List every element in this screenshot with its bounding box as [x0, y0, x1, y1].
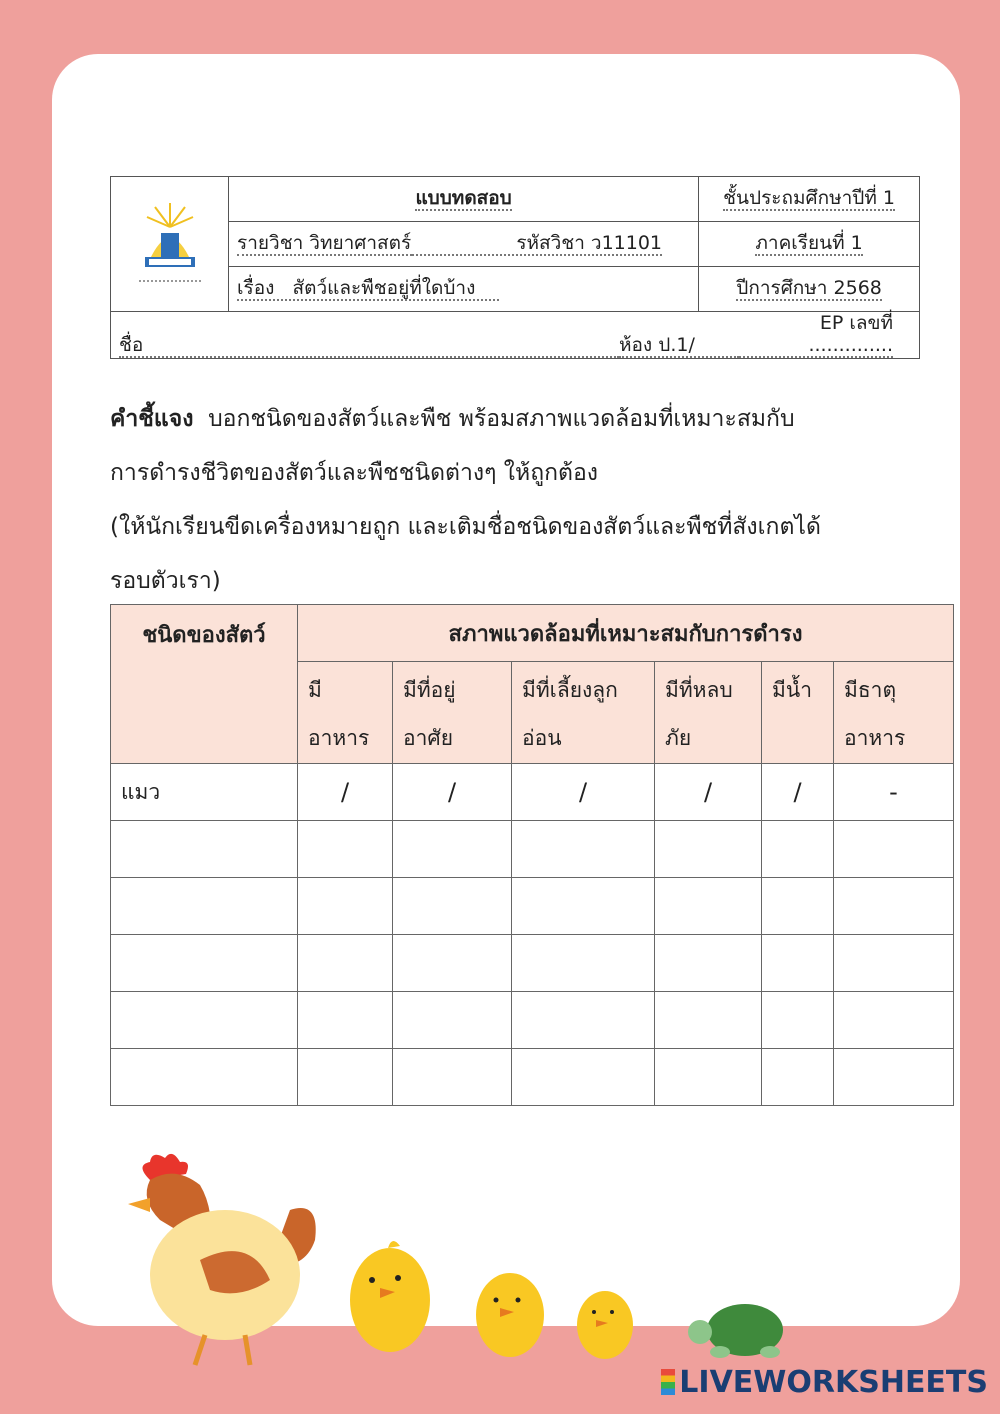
hen-icon: [128, 1154, 316, 1365]
mark-cell[interactable]: [655, 992, 762, 1049]
sub-col-water: มีน้ำ: [762, 662, 834, 764]
mark-cell[interactable]: [834, 1049, 954, 1106]
brand-mark-icon: [661, 1369, 675, 1395]
mark-cell[interactable]: [655, 878, 762, 935]
header-title: แบบทดสอบ: [229, 177, 699, 222]
animal-input-cell[interactable]: [111, 935, 298, 992]
table-row: [111, 935, 954, 992]
animal-input-cell[interactable]: [111, 992, 298, 1049]
animal-input-cell[interactable]: [111, 821, 298, 878]
number-field: EP เลขที่ ..............: [739, 312, 893, 358]
mark-cell[interactable]: [762, 878, 834, 935]
mark-cell[interactable]: [655, 1049, 762, 1106]
sub-col-nursery: มีที่เลี้ยงลูก อ่อน: [512, 662, 655, 764]
liveworksheets-logo[interactable]: LIVEWORKSHEETS: [661, 1365, 988, 1400]
mark-cell[interactable]: [762, 935, 834, 992]
header-subject: รายวิชา วิทยาศาสตร์ รหัสวิชา ว11101: [229, 222, 699, 267]
room-field: ห้อง ป.1/: [619, 334, 739, 358]
table-row: [111, 764, 954, 821]
sub-col-food: มี อาหาร: [298, 662, 393, 764]
mark-cell[interactable]: [298, 1049, 393, 1106]
sub-col-refuge: มีที่หลบ ภัย: [655, 662, 762, 764]
turtle-icon: [688, 1304, 783, 1358]
header-topic: เรื่อง สัตว์และพืชอยู่ที่ใดบ้าง: [229, 267, 699, 312]
mark-cell[interactable]: [298, 878, 393, 935]
mark-cell[interactable]: [834, 935, 954, 992]
chick-large-icon: [350, 1241, 430, 1352]
animal-input-cell[interactable]: [111, 878, 298, 935]
mark-cell[interactable]: [393, 878, 512, 935]
header-info-table: [110, 176, 920, 359]
mark-cell[interactable]: /: [655, 764, 762, 821]
animal-input-cell[interactable]: [111, 1049, 298, 1106]
header-semester: ภาคเรียนที่ 1: [699, 222, 920, 267]
mark-cell[interactable]: /: [512, 764, 655, 821]
environment-table: [110, 604, 954, 1106]
col-env-header: สภาพแวดล้อมที่เหมาะสมกับการดำรง: [298, 605, 954, 662]
table-row: [111, 1049, 954, 1106]
mark-cell[interactable]: [834, 992, 954, 1049]
mark-cell[interactable]: /: [762, 764, 834, 821]
mark-cell[interactable]: [512, 821, 655, 878]
chick-medium-icon: [476, 1273, 544, 1357]
sub-col-shelter: มีที่อยู่ อาศัย: [393, 662, 512, 764]
mark-cell[interactable]: [298, 821, 393, 878]
mark-cell[interactable]: [298, 935, 393, 992]
mark-cell[interactable]: [393, 821, 512, 878]
instructions-label: คำชี้แจง: [110, 406, 194, 432]
mark-cell[interactable]: [655, 935, 762, 992]
mark-cell[interactable]: [393, 1049, 512, 1106]
instructions: คำชี้แจง บอกชนิดของสัตว์และพืช พร้อมสภาพแวดล้อมที่เหมาะสมกับ การดำรงชีวิตของสัตว์และพืชชนิดต่างๆ ให้ถูกต้อง (ให้นักเรียนขีดเครื่องหมายถูก และเติมชื่อชนิดของสัตว์และพืชที่สังเกตได้ รอบตัวเรา): [110, 406, 821, 594]
mark-cell[interactable]: [512, 935, 655, 992]
header-year: ปีการศึกษา 2568: [699, 267, 920, 312]
mark-cell[interactable]: [762, 821, 834, 878]
mark-cell[interactable]: [512, 1049, 655, 1106]
table-row: [111, 878, 954, 935]
col-animal-header: ชนิดของสัตว์: [111, 605, 298, 764]
mark-cell[interactable]: [512, 878, 655, 935]
mark-cell[interactable]: [393, 935, 512, 992]
mark-cell[interactable]: [834, 821, 954, 878]
mark-cell[interactable]: [655, 821, 762, 878]
mark-cell[interactable]: [512, 992, 655, 1049]
table-row: [111, 992, 954, 1049]
mark-cell[interactable]: [762, 1049, 834, 1106]
table-row: [111, 821, 954, 878]
sub-col-nutrients: มีธาตุ อาหาร: [834, 662, 954, 764]
student-name-row[interactable]: ชื่อ ห้อง ป.1/EP เลขที่ ..............: [111, 312, 920, 359]
chick-small-icon: [577, 1291, 633, 1359]
mark-cell[interactable]: [298, 992, 393, 1049]
school-logo: [111, 177, 229, 312]
animal-cell: แมว: [111, 764, 298, 821]
mark-cell[interactable]: [834, 878, 954, 935]
school-emblem-icon: [125, 197, 215, 287]
header-grade: ชั้นประถมศึกษาปีที่ 1: [699, 177, 920, 222]
mark-cell[interactable]: /: [298, 764, 393, 821]
mark-cell[interactable]: [393, 992, 512, 1049]
mark-cell[interactable]: -: [834, 764, 954, 821]
mark-cell[interactable]: [762, 992, 834, 1049]
mark-cell[interactable]: /: [393, 764, 512, 821]
